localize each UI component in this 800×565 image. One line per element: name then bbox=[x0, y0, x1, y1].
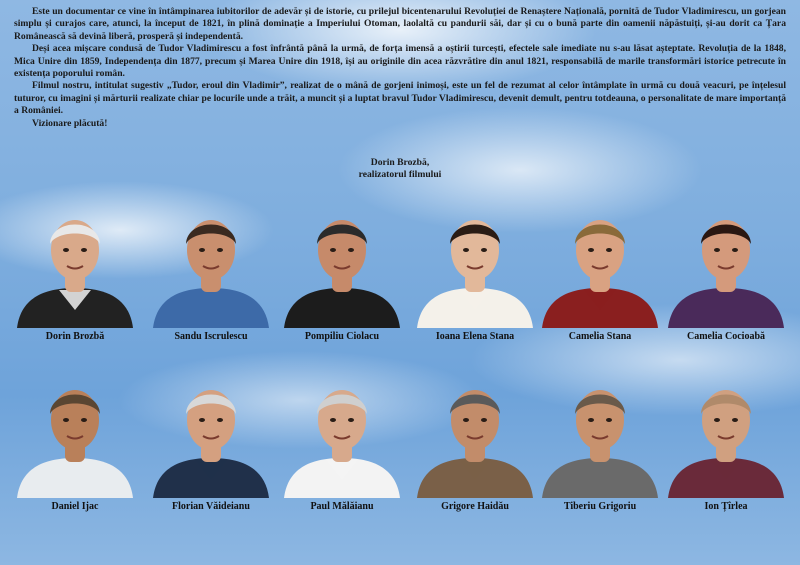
intro-paragraph-2: Deși acea mișcare condusă de Tudor Vladimirescu a fost înfrântă până la urmă, de forța imensă a oștirii turcești, efectele sale imediate nu s-au lăsat așteptate. Revoluția de la 1848, Mica Unire din 1859, Independența din 1877, precum și Marea Unire din 1918, își au originile din acea răzvrătire din anul 1821, responsabilă de marile transformări istorice petrecute în existența poporului român. bbox=[14, 43, 786, 80]
person-card bbox=[13, 370, 137, 520]
intro-text bbox=[14, 6, 786, 130]
portrait-photo bbox=[538, 200, 662, 328]
signature-role: realizatorul filmului bbox=[358, 169, 442, 181]
person-card bbox=[280, 200, 404, 350]
person-name: Pompiliu Ciolacu bbox=[304, 331, 380, 342]
intro-paragraph-1: Este un documentar ce vine în întâmpinarea iubitorilor de adevăr și de istorie, cu prilejul bicentenarului Revoluției de Renaștere Națională, pornită de Tudor Vladimirescu, un gorjean simplu și curajos care, atunci, la început de 1821, în plină dominație a Imperiului Otoman, laolaltă cu pandurii săi, dar și cu o bună parte din oamenii năpăstuiți, și-au dorit ca Țara Românească să devină liberă, prosperă și independentă. bbox=[14, 6, 786, 42]
person-name: Daniel Ijac bbox=[51, 501, 99, 512]
portraits-row-1 bbox=[0, 200, 800, 350]
person-card bbox=[149, 370, 273, 520]
signature-name: Dorin Brozbă, bbox=[370, 157, 430, 168]
person-card bbox=[664, 200, 788, 350]
portraits-row-2 bbox=[0, 370, 800, 520]
signature bbox=[300, 157, 500, 182]
person-name: Paul Mălăianu bbox=[310, 501, 374, 512]
portrait-photo bbox=[149, 200, 273, 328]
person-name: Ion Țîrlea bbox=[704, 501, 748, 512]
person-name: Camelia Cocioabă bbox=[686, 331, 766, 342]
portrait-photo bbox=[280, 200, 404, 328]
person-name: Dorin Brozbă bbox=[45, 331, 105, 342]
person-name: Florian Văideianu bbox=[172, 501, 250, 512]
person-name: Tiberiu Grigoriu bbox=[563, 501, 637, 512]
portrait-photo bbox=[280, 370, 404, 498]
portrait-photo bbox=[413, 200, 537, 328]
portrait-photo bbox=[149, 370, 273, 498]
person-card bbox=[413, 200, 537, 350]
intro-paragraph-3: Filmul nostru, intitulat sugestiv „Tudor, eroul din Vladimir”, realizat de o mână de gorjeni inimoși, este un fel de rezumat al celor întâmplate în urmă cu două veacuri, pe înțelesul tuturor, cu imagini și mărturii realizate chiar pe locurile unde a trăit, a muncit și a luptat bravul Tudor Vladimirescu, devenit demult, pentru totdeauna, o personalitate de mare importanță a României. bbox=[14, 80, 786, 117]
person-name: Ioana Elena Stana bbox=[435, 331, 515, 342]
person-card bbox=[280, 370, 404, 520]
person-card bbox=[538, 370, 662, 520]
person-name: Grigore Haidău bbox=[441, 501, 509, 512]
portrait-photo bbox=[538, 370, 662, 498]
person-name: Camelia Stana bbox=[568, 331, 632, 342]
person-name: Sandu Iscrulescu bbox=[174, 331, 248, 342]
person-card bbox=[538, 200, 662, 350]
person-card bbox=[664, 370, 788, 520]
portrait-photo bbox=[664, 370, 788, 498]
person-card bbox=[13, 200, 137, 350]
portrait-photo bbox=[13, 370, 137, 498]
person-card bbox=[413, 370, 537, 520]
portrait-photo bbox=[664, 200, 788, 328]
portrait-photo bbox=[413, 370, 537, 498]
portrait-photo bbox=[13, 200, 137, 328]
person-card bbox=[149, 200, 273, 350]
intro-closing: Vizionare plăcută! bbox=[32, 117, 108, 129]
